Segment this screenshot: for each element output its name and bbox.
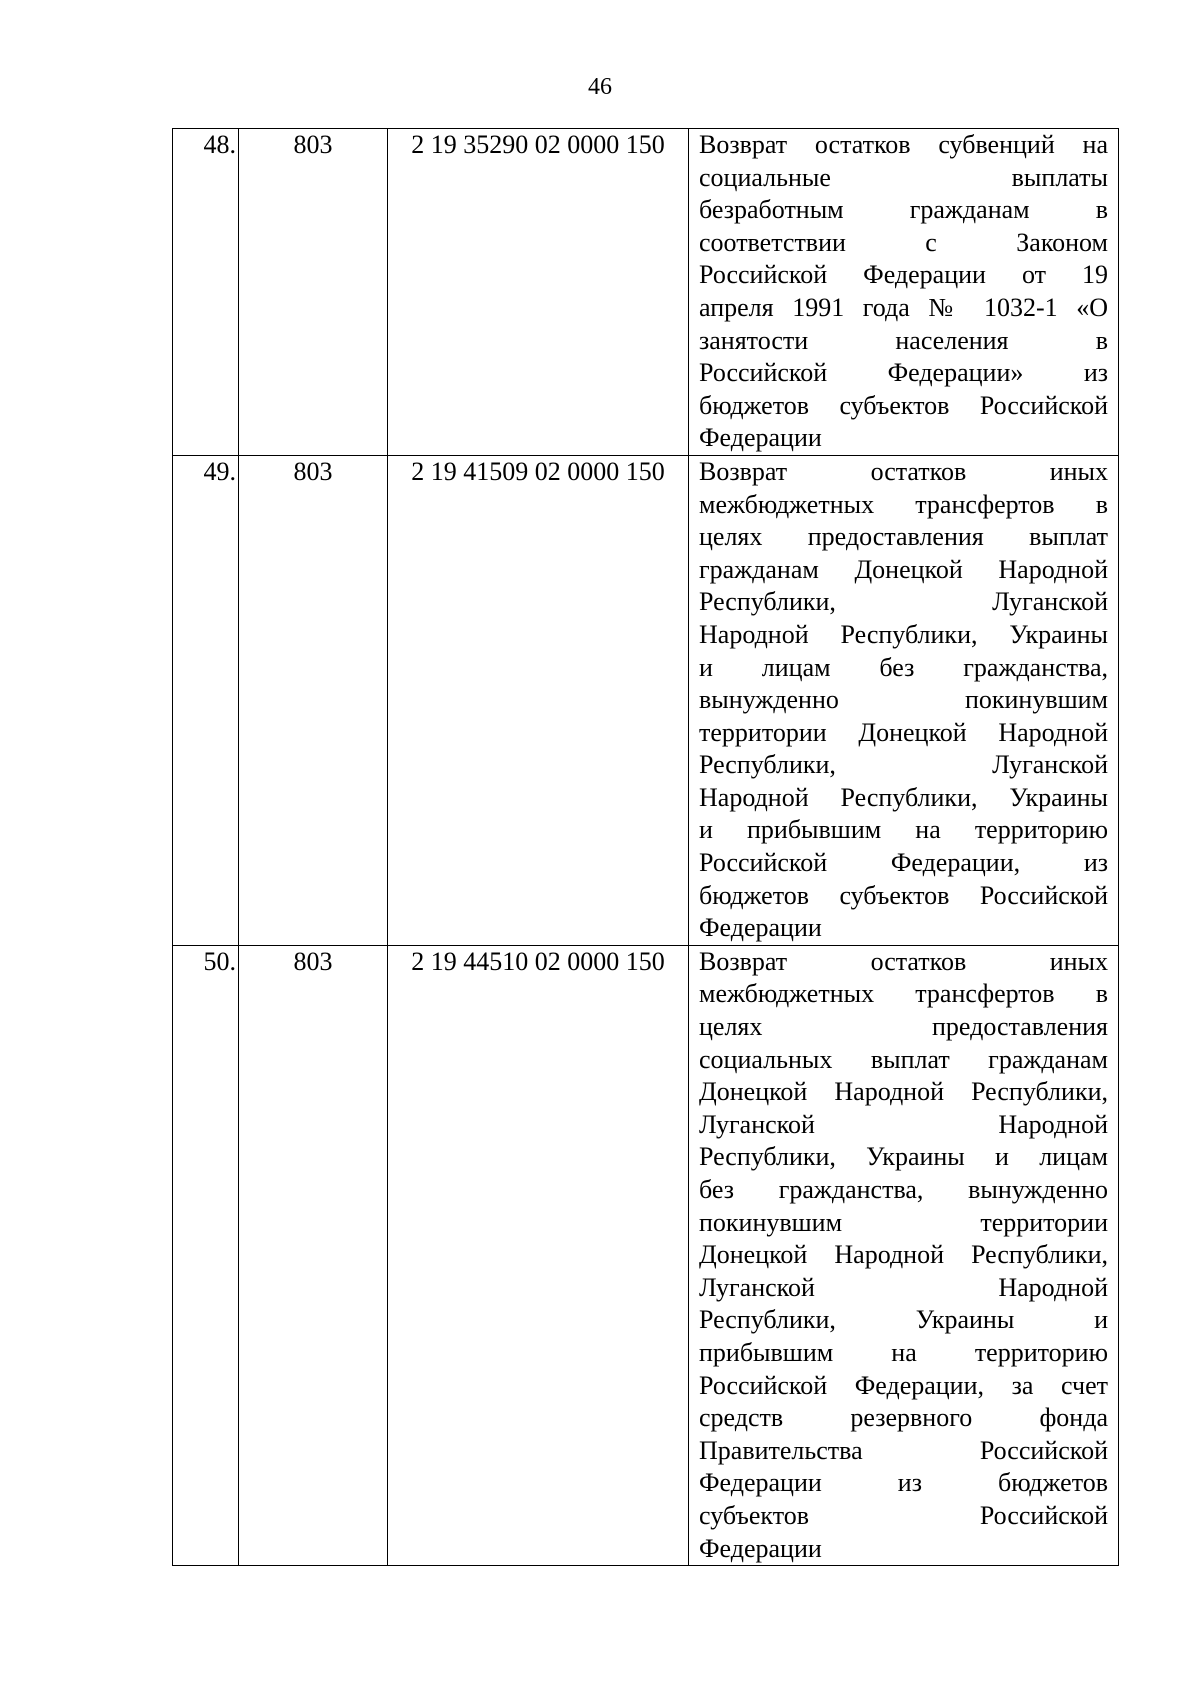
description-cell [689,129,1119,456]
description-line: Народной Республики, Украины [699,782,1108,812]
description-line: субъектов Российской [699,1500,1108,1530]
description-line: Федерации из бюджетов [699,1468,1108,1498]
description-line: Народной Республики, Украины [699,619,1108,649]
description-line: средств резервного фонда [699,1403,1108,1433]
description-line: Республики, Луганской [699,587,1108,617]
description-line: гражданам Донецкой Народной [699,554,1108,584]
description-line: и лицам без гражданства, [699,652,1108,682]
description-line: межбюджетных трансфертов в [699,489,1108,519]
description-line: Российской Федерации от 19 [699,260,1108,290]
description-line: прибывшим на территорию [699,1337,1108,1367]
description-line: Луганской Народной [699,1109,1108,1139]
table-row [173,945,1119,1565]
description-line: целях предоставления [699,1012,1108,1042]
description-line: и прибывшим на территорию [699,815,1108,845]
description-line: Донецкой Народной Республики, [699,1240,1108,1270]
table-body [173,129,1119,1566]
budget-code-cell: 2 19 35290 02 0000 150 [388,129,689,456]
description-line: Возврат остатков субвенций на [699,130,1108,159]
description-cell [689,455,1119,945]
table-row [173,455,1119,945]
description-line: Российской Федерации» из [699,358,1108,388]
budget-code-cell: 2 19 44510 02 0000 150 [388,945,689,1565]
description-line: апреля 1991 года № 1032-1 «О [699,292,1108,322]
description-line: соответствии с Законом [699,227,1108,257]
description-line: социальных выплат гражданам [699,1044,1108,1074]
description-line: Российской Федерации, из [699,848,1108,878]
description-line: занятости населения в [699,325,1108,355]
description-line: бюджетов субъектов Российской [699,880,1108,910]
description-line: вынужденно покинувшим [699,685,1108,715]
description-line: Правительства Российской [699,1435,1108,1465]
description-line: Российской Федерации, за счет [699,1370,1108,1400]
description-cell [689,945,1119,1565]
budget-classification-table [172,128,1119,1566]
description-line: Федерации [699,423,822,453]
administrator-code-cell: 803 [239,455,388,945]
description-line: Донецкой Народной Республики, [699,1077,1108,1107]
description-line: территории Донецкой Народной [699,717,1108,747]
row-number-cell: 49. [173,455,239,945]
row-number-cell: 48. [173,129,239,456]
description-line: целях предоставления выплат [699,522,1108,552]
budget-code-cell: 2 19 41509 02 0000 150 [388,455,689,945]
description-line: Республики, Луганской [699,750,1108,780]
description-line: межбюджетных трансфертов в [699,979,1108,1009]
row-number-cell: 50. [173,945,239,1565]
description-line: покинувшим территории [699,1207,1108,1237]
administrator-code-cell: 803 [239,129,388,456]
table-row [173,129,1119,456]
description-line: Федерации [699,1533,822,1563]
description-line: безработным гражданам в [699,195,1108,225]
description-line: без гражданства, вынужденно [699,1175,1108,1204]
description-line: Республики, Украины и лицам [699,1142,1108,1172]
page-number: 46 [588,74,612,100]
description-line: социальные выплаты [699,162,1108,192]
description-line: бюджетов субъектов Российской [699,390,1108,420]
description-line: Федерации [699,913,822,943]
administrator-code-cell: 803 [239,945,388,1565]
description-line: Республики, Украины и [699,1305,1108,1335]
description-line: Луганской Народной [699,1272,1108,1302]
description-line: Возврат остатков иных [699,946,1108,976]
description-line: Возврат остатков иных [699,456,1108,486]
